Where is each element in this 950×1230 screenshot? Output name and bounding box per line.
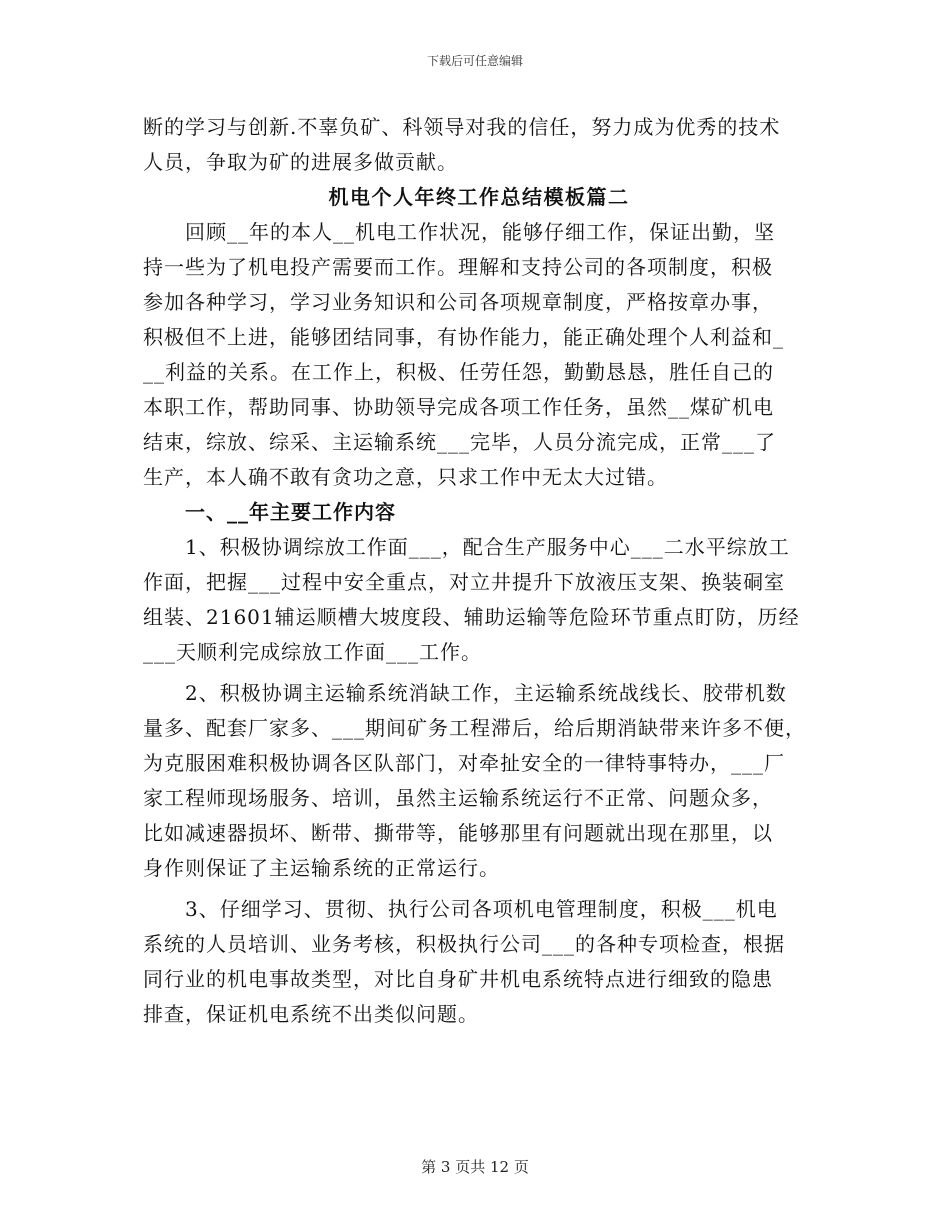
item-line: ___天顺利完成综放工作面___工作。 xyxy=(143,640,482,664)
item-line: 量多、配套厂家多、___期间矿务工程滞后，给后期消缺带来许多不便， xyxy=(143,716,806,740)
document-body xyxy=(143,110,815,1032)
item-line: 作面，把握___过程中安全重点，对立井提升下放液压支架、换装硐室 xyxy=(143,570,785,594)
intro-line: 断的学习与创新.不辜负矿、科领导对我的信任，努力成为优秀的技术 xyxy=(143,115,781,139)
paragraph-line: __利益的关系。在工作上，积极、任劳任怨，勤勤恳恳，胜任自己的 xyxy=(143,360,774,384)
item-line: 排查，保证机电系统不出类似问题。 xyxy=(143,1002,479,1026)
item-line: 家工程师现场服务、培训，虽然主运输系统运行不正常、问题众多， xyxy=(143,786,773,810)
item-line: 系统的人员培训、业务考核，积极执行公司___的各种专项检查，根据 xyxy=(143,932,785,956)
item-line: 为克服困难积极协调各区队部门，对牵扯安全的一律特事特办，___厂 xyxy=(143,751,785,775)
item-line: 身作则保证了主运输系统的正常运行。 xyxy=(143,856,500,880)
subheading: 一、__年主要工作内容 xyxy=(185,500,396,524)
paragraph-line: 持一些为了机电投产需要而工作。理解和支持公司的各项制度，积极 xyxy=(143,255,773,279)
paragraph-line: 参加各种学习，学习业务知识和公司各项规章制度，严格按章办事， xyxy=(143,290,773,314)
paragraph-line: 回顾__年的本人__机电工作状况，能够仔细工作，保证出勤，坚 xyxy=(185,220,775,244)
paragraph-line: 结束，综放、综采、主运输系统___完毕，人员分流完成，正常___了 xyxy=(143,430,776,454)
item-line: 组装、21601辅运顺槽大坡度段、辅助运输等危险环节重点盯防，历经 xyxy=(143,605,800,629)
page-number: 第 3 页共 12 页 xyxy=(421,1158,529,1176)
item-line: 1、积极协调综放工作面___，配合生产服务中心___二水平综放工 xyxy=(185,535,790,559)
item-line: 比如减速器损坏、断带、撕带等，能够那里有问题就出现在那里，以 xyxy=(143,821,773,845)
item-line: 同行业的机电事故类型，对比自身矿井机电系统特点进行细致的隐患 xyxy=(143,967,773,991)
item-line: 2、积极协调主运输系统消缺工作，主运输系统战线长、胶带机数 xyxy=(185,681,787,705)
intro-line: 人员，争取为矿的进展多做贡献。 xyxy=(143,150,458,174)
paragraph-line: 本职工作，帮助同事、协助领导完成各项工作任务，虽然__煤矿机电 xyxy=(143,395,774,419)
paragraph-line: 积极但不上进，能够团结同事，有协作能力，能正确处理个人利益和_ xyxy=(143,325,784,349)
page-header-note: 下载后可任意编辑 xyxy=(426,54,523,68)
paragraph-line: 生产，本人确不敢有贪功之意，只求工作中无太大过错。 xyxy=(143,465,668,489)
item-line: 3、仔细学习、贯彻、执行公司各项机电管理制度，积极___机电 xyxy=(185,897,778,921)
section-title: 机电个人年终工作总结模板篇二 xyxy=(328,185,630,209)
